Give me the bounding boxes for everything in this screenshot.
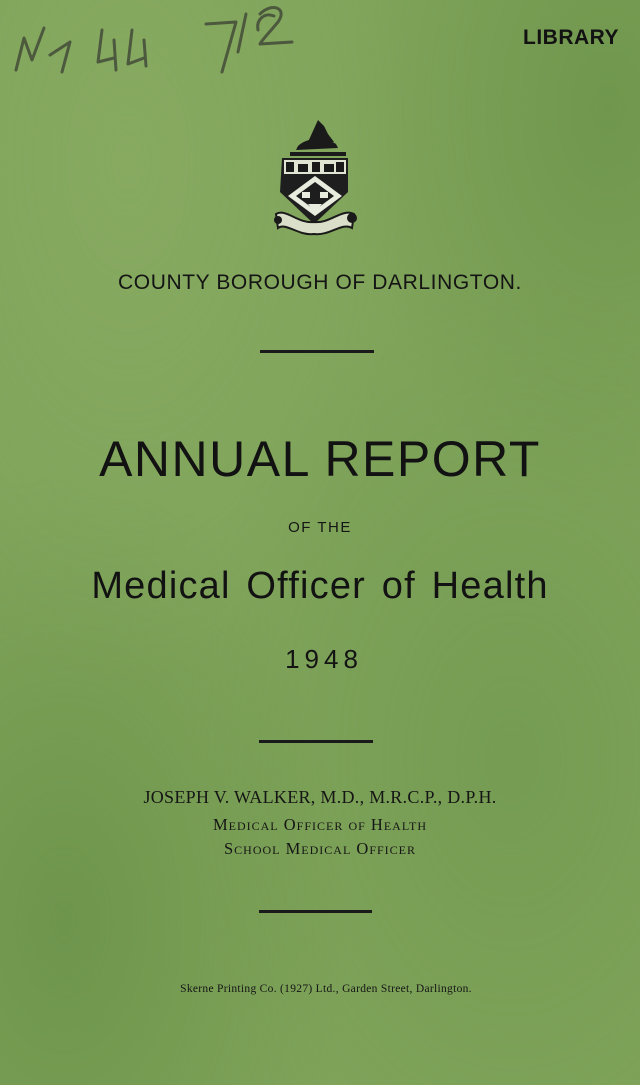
borough-heading: COUNTY BOROUGH OF DARLINGTON.: [118, 271, 522, 294]
officer-title: Medical Officer of Health: [91, 565, 549, 607]
divider-rule: [259, 910, 372, 913]
of-the-label: OF THE: [288, 519, 352, 536]
svg-text:4-4 7/2: 4-4 7/2: [18, 80, 22, 81]
author-role-school-officer: School Medical Officer: [223, 839, 417, 858]
divider-rule: [259, 740, 373, 743]
library-stamp: LIBRARY: [523, 26, 620, 49]
printer-imprint: Skerne Printing Co. (1927) Ltd., Garden Street, Darlington.: [180, 983, 472, 995]
handwritten-annotation: [10, 0, 310, 85]
divider-rule: [260, 350, 374, 353]
author-name: JOSEPH V. WALKER, M.D., M.R.C.P., D.P.H.: [143, 787, 497, 807]
author-role-medical-officer: Medical Officer of Health: [212, 815, 428, 834]
report-year: 1948: [285, 644, 363, 674]
report-title: ANNUAL REPORT: [99, 431, 541, 487]
borough-coat-of-arms-icon: [268, 112, 360, 242]
